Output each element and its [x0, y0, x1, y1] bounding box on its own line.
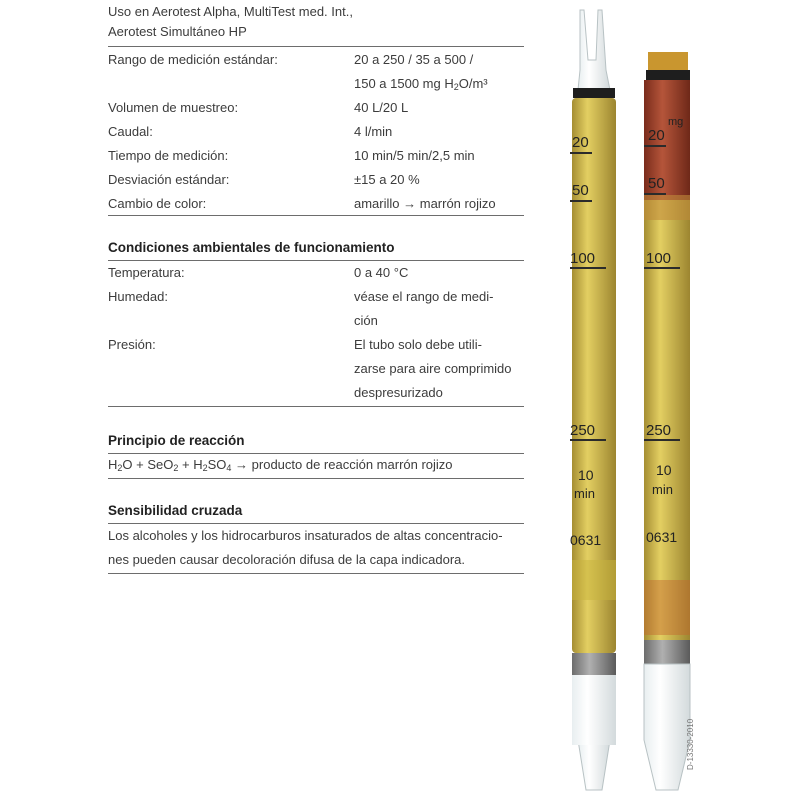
condition-value: véase el rango de medi- — [354, 289, 494, 304]
unit-label: mg — [668, 116, 684, 128]
condition-value: ción — [354, 313, 378, 328]
spec-label: Caudal: — [108, 124, 153, 139]
spec-row-deviation — [108, 168, 524, 192]
tube-unreacted — [570, 10, 616, 790]
spec-label: Tiempo de medición: — [108, 148, 229, 163]
spec-value: 4 l/min — [354, 124, 393, 139]
tube-reacted — [644, 52, 690, 790]
spec-row-range-cont — [108, 72, 524, 96]
time-unit: min — [574, 486, 595, 501]
spec-row-time — [108, 144, 524, 168]
spec-value: 10 min/5 min/2,5 min — [354, 148, 475, 163]
reaction-heading: Principio de reacción — [108, 433, 245, 448]
condition-label: Presión: — [108, 337, 156, 352]
condition-row-humidity — [108, 285, 524, 309]
serial-number: 0631 — [570, 532, 602, 548]
spec-value: ±15 a 20 % — [354, 172, 420, 187]
condition-label: Humedad: — [108, 289, 168, 304]
divider — [108, 573, 524, 574]
spec-row-range — [108, 48, 524, 72]
scale-250: 250 — [570, 422, 596, 439]
condition-row-pressure-cont2 — [108, 381, 524, 405]
tubes-photo — [540, 0, 740, 800]
scale-20: 20 — [648, 127, 665, 144]
condition-row-pressure-cont — [108, 357, 524, 381]
serial-number: 0631 — [646, 529, 678, 545]
spec-label: Volumen de muestreo: — [108, 100, 239, 115]
divider — [108, 478, 524, 479]
cross-text-2: nes pueden causar decoloración difusa de la capa indicadora. — [108, 552, 466, 567]
condition-value: zarse para aire comprimido — [354, 361, 512, 376]
spec-row-volume — [108, 96, 524, 120]
scale-250: 250 — [646, 422, 672, 439]
scale-100: 100 — [646, 250, 672, 267]
divider — [108, 406, 524, 407]
time-unit: min — [652, 482, 673, 497]
condition-value: 0 a 40 °C — [354, 265, 409, 280]
spec-label: Rango de medición estándar: — [108, 52, 278, 67]
reaction-equation: $H_2O + SeO_2 + H_2SO_4$ → producto de reacción marrón rojizo — [108, 457, 453, 473]
condition-row-humidity-cont — [108, 309, 524, 333]
divider — [108, 215, 524, 216]
condition-value: despresurizado — [354, 385, 443, 400]
use-line-2: Aerotest Simultáneo HP — [108, 24, 247, 39]
conditions-heading: Condiciones ambientales de funcionamiento — [108, 240, 395, 255]
spec-label: Cambio de color: — [108, 196, 207, 211]
time-number: 10 — [656, 462, 672, 478]
tubes-illustration — [540, 0, 740, 800]
divider — [108, 46, 524, 47]
spec-value: 20 a 250 / 35 a 500 / — [354, 52, 474, 67]
spec-row-flow — [108, 120, 524, 144]
scale-20: 20 — [572, 134, 589, 151]
condition-row-temperature — [108, 261, 524, 285]
reaction-product: producto de reacción marrón rojizo — [251, 457, 453, 472]
condition-row-pressure — [108, 333, 524, 357]
image-code: D-13330-2010 — [686, 718, 695, 770]
spec-value: amarillo → marrón rojizo — [354, 196, 496, 211]
scale-50: 50 — [648, 175, 665, 192]
spec-value-cont: 150 a 1500 mg $H_2O/m^3$ — [354, 76, 488, 92]
use-line-1: Uso en Aerotest Alpha, MultiTest med. Int., — [108, 4, 353, 19]
scale-50: 50 — [572, 182, 589, 199]
cross-text-1: Los alcoholes y los hidrocarburos insaturados de altas concentracio- — [108, 528, 503, 543]
cross-heading: Sensibilidad cruzada — [108, 503, 243, 518]
condition-value: El tubo solo debe utili- — [354, 337, 482, 352]
scale-100: 100 — [570, 250, 596, 267]
spec-value: 40 L/20 L — [354, 100, 409, 115]
spec-row-color — [108, 192, 524, 216]
spec-label: Desviación estándar: — [108, 172, 230, 187]
time-number: 10 — [578, 467, 594, 483]
condition-label: Temperatura: — [108, 265, 185, 280]
